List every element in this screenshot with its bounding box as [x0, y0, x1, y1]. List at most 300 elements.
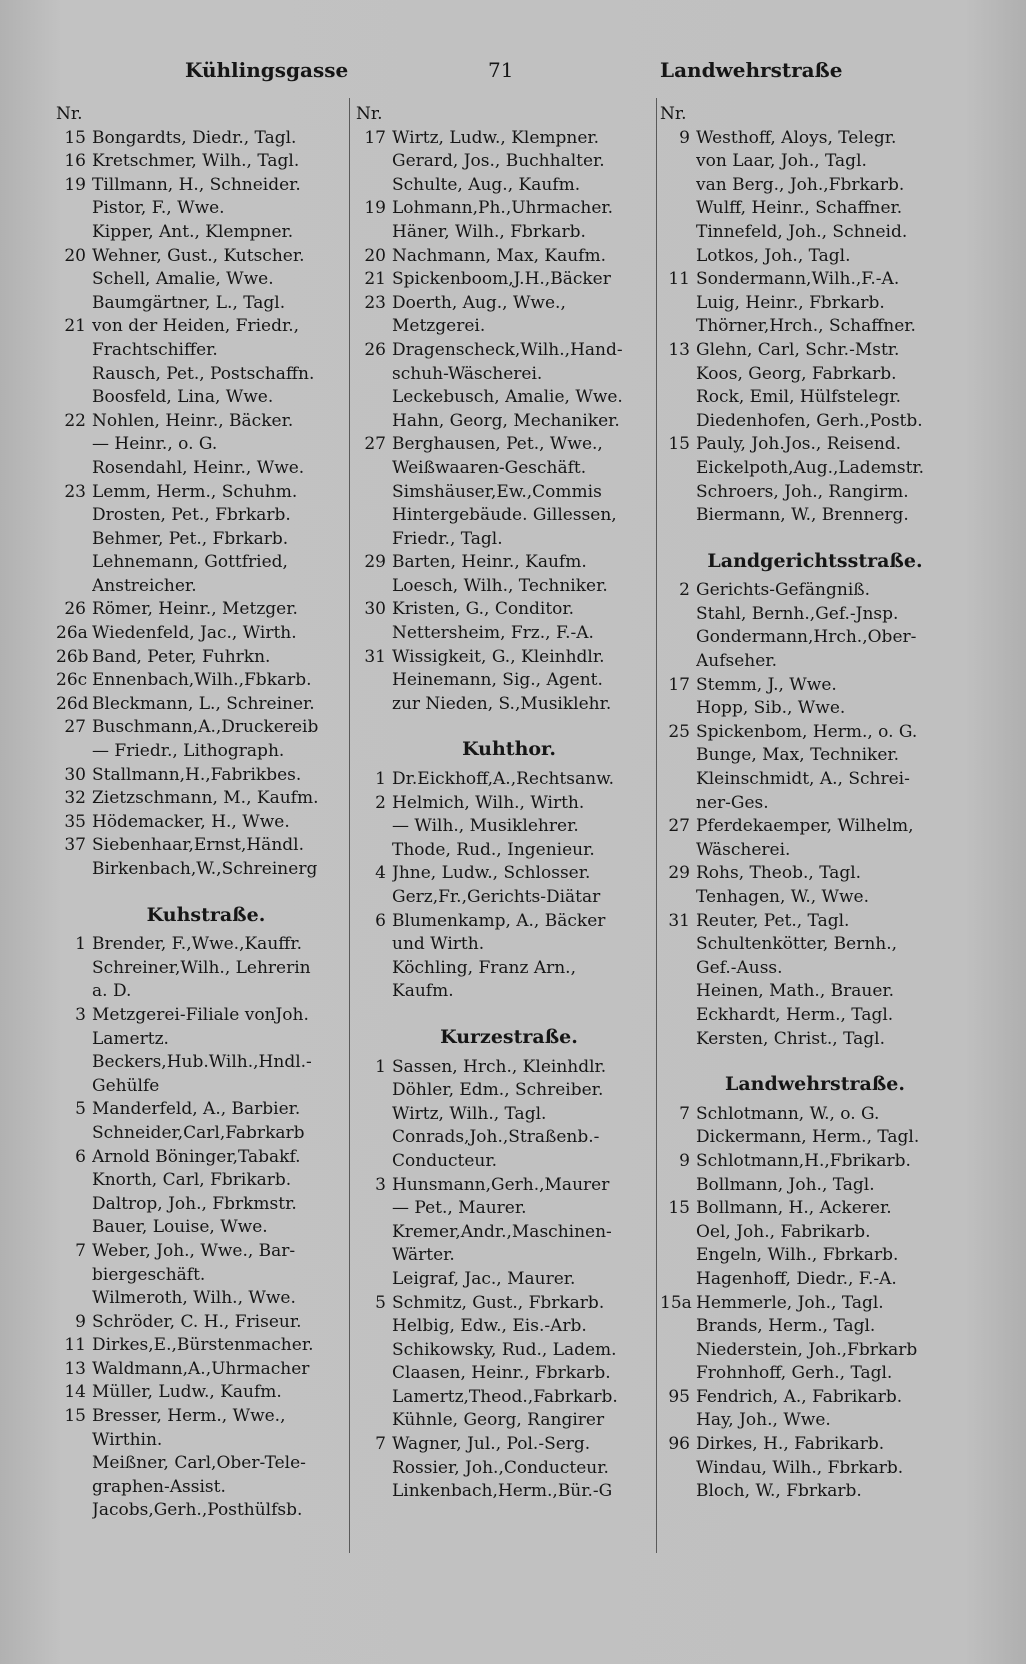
- house-number: [56, 1193, 92, 1217]
- house-number: 2: [679, 580, 690, 601]
- resident-text: Bleckmann, L., Schreiner.: [92, 693, 315, 714]
- directory-entry: [660, 1174, 970, 1198]
- house-number: [56, 1452, 92, 1476]
- directory-entry: [56, 174, 356, 198]
- directory-entry: [660, 1004, 970, 1028]
- resident-text: Brands, Herm., Tagl.: [696, 1316, 876, 1337]
- resident-text: Gerard, Jos., Buchhalter.: [392, 151, 605, 172]
- resident-text: Meißner, Carl,Ober-Tele-: [92, 1453, 306, 1474]
- house-number: 4: [375, 863, 386, 884]
- house-number: [660, 292, 696, 316]
- directory-entry: [56, 811, 356, 835]
- resident-text: Helbig, Edw., Eis.-Arb.: [392, 1316, 587, 1337]
- resident-text: Claasen, Heinr., Fbrkarb.: [392, 1363, 611, 1384]
- directory-entry: [356, 245, 662, 269]
- resident-text: Siebenhaar,Ernst,Händl.: [92, 835, 304, 856]
- house-number: [56, 528, 92, 552]
- house-number: 6: [75, 1146, 86, 1167]
- directory-entry: [56, 787, 356, 811]
- page-number: 71: [488, 58, 514, 82]
- house-number: 96: [668, 1434, 690, 1455]
- resident-text: Dragenscheck,Wilh.,Hand-: [392, 339, 623, 360]
- house-number: [356, 1480, 392, 1504]
- house-number: 29: [668, 863, 690, 884]
- resident-text: Kipper, Ant., Klempner.: [92, 221, 294, 242]
- directory-entry: [660, 721, 970, 745]
- resident-text: Pferdekaemper, Wilhelm,: [696, 816, 914, 837]
- resident-text: Leckebusch, Amalie, Wwe.: [392, 387, 623, 408]
- house-number: [356, 457, 392, 481]
- directory-entry: [660, 245, 970, 269]
- directory-entry: [56, 933, 356, 957]
- directory-entry: [56, 669, 356, 693]
- directory-entry: [356, 1292, 662, 1316]
- house-number: [356, 504, 392, 528]
- resident-text: Berghausen, Pet., Wwe.,: [392, 434, 603, 455]
- resident-text: Hahn, Georg, Mechaniker.: [392, 410, 620, 431]
- house-number: 16: [64, 151, 86, 172]
- resident-text: Stemm, J., Wwe.: [696, 674, 837, 695]
- resident-text: Lohmann,Ph.,Uhrmacher.: [392, 198, 614, 219]
- directory-entry: [56, 363, 356, 387]
- directory-entry: [356, 693, 662, 717]
- house-number: 1: [375, 769, 386, 790]
- directory-entry: [660, 744, 970, 768]
- house-number: [56, 1028, 92, 1052]
- page-header: [0, 58, 1026, 94]
- house-number: [660, 1315, 696, 1339]
- house-number: [660, 315, 696, 339]
- resident-text: Dr.Eickhoff,A.,Rechtsanw.: [392, 769, 615, 790]
- resident-text: Westhoff, Aloys, Telegr.: [696, 127, 897, 148]
- directory-entry: [56, 693, 356, 717]
- house-number: 31: [668, 910, 690, 931]
- directory-entry: [660, 1457, 970, 1481]
- house-number: 13: [64, 1358, 86, 1379]
- directory-entry: [356, 292, 662, 316]
- house-number: 21: [364, 269, 386, 290]
- resident-text: Rohs, Theob., Tagl.: [696, 863, 862, 884]
- directory-entry: [660, 410, 970, 434]
- resident-text: Biermann, W., Brennerg.: [696, 505, 909, 526]
- resident-text: Eickelpoth,Aug.,Lademstr.: [696, 457, 925, 478]
- house-number: [660, 933, 696, 957]
- directory-entry: [356, 1174, 662, 1198]
- resident-text: Waldmann,A.,Uhrmacher: [92, 1358, 310, 1379]
- directory-entry: [356, 174, 662, 198]
- house-number: 3: [75, 1004, 86, 1025]
- resident-text: Nohlen, Heinr., Bäcker.: [92, 410, 294, 431]
- directory-entry: [356, 1386, 662, 1410]
- house-number: 3: [375, 1174, 386, 1195]
- resident-text: Pauly, Joh.Jos., Reisend.: [696, 434, 902, 455]
- house-number: [356, 1103, 392, 1127]
- resident-text: zur Nieden, S.,Musiklehr.: [392, 693, 612, 714]
- directory-entry: [660, 815, 970, 839]
- house-number: [56, 1169, 92, 1193]
- directory-entry: [660, 1197, 970, 1221]
- house-number: 17: [364, 127, 386, 148]
- resident-text: Köchling, Franz Arn.,: [392, 957, 576, 978]
- directory-entry: [56, 834, 356, 858]
- directory-entry: [56, 481, 356, 505]
- resident-text: Ennenbach,Wilh.,Fbkarb.: [92, 670, 312, 691]
- house-number: 26a: [56, 623, 88, 644]
- house-number: [660, 1268, 696, 1292]
- directory-entry: [660, 363, 970, 387]
- directory-entry: [56, 1028, 356, 1052]
- directory-entry: [660, 1480, 970, 1504]
- house-number: [356, 315, 392, 339]
- resident-text: Wissigkeit, G., Kleinhdlr.: [392, 646, 605, 667]
- directory-entry: [660, 839, 970, 863]
- resident-text: Häner, Wilh., Fbrkarb.: [392, 221, 586, 242]
- house-number: [660, 174, 696, 198]
- directory-entry: [660, 386, 970, 410]
- directory-entry: [56, 1381, 356, 1405]
- directory-entry: [660, 1268, 970, 1292]
- house-number: [660, 245, 696, 269]
- directory-entry: [56, 127, 356, 151]
- directory-entry: [660, 910, 970, 934]
- resident-text: Schulte, Aug., Kaufm.: [392, 174, 581, 195]
- resident-text: Kleinschmidt, A., Schrei-: [696, 769, 910, 790]
- house-number: [660, 839, 696, 863]
- directory-entry: [56, 1264, 356, 1288]
- directory-entry: [56, 764, 356, 788]
- resident-text: Müller, Ludw., Kaufm.: [92, 1382, 282, 1403]
- house-number: [660, 1174, 696, 1198]
- resident-text: Birkenbach,W.,Schreinerg: [92, 859, 318, 879]
- resident-text: graphen-Assist.: [92, 1476, 226, 1497]
- directory-entry: [356, 386, 662, 410]
- house-number: 22: [64, 410, 86, 431]
- house-number: 23: [364, 292, 386, 313]
- house-number: [660, 1480, 696, 1504]
- resident-text: Windau, Wilh., Fbrkarb.: [696, 1457, 904, 1478]
- house-number: [356, 1079, 392, 1103]
- house-number: 11: [668, 269, 690, 290]
- directory-entry: [660, 626, 970, 650]
- resident-text: Hintergebäude. Gillessen,: [392, 505, 617, 526]
- directory-entry: [660, 650, 970, 674]
- column-2: [356, 103, 662, 1504]
- house-number: [660, 1362, 696, 1386]
- resident-text: Bollmann, Joh., Tagl.: [696, 1174, 875, 1195]
- resident-text: Buschmann,A.,Druckereib: [92, 717, 319, 738]
- house-number: 27: [64, 717, 86, 738]
- directory-entry: [660, 603, 970, 627]
- directory-entry: [56, 197, 356, 221]
- directory-entry: [356, 910, 662, 934]
- directory-entry: [660, 886, 970, 910]
- house-number: [660, 504, 696, 528]
- house-number: 20: [364, 245, 386, 266]
- directory-entry: [56, 598, 356, 622]
- resident-text: Wagner, Jul., Pol.-Serg.: [392, 1434, 591, 1455]
- house-number: [56, 1476, 92, 1500]
- resident-text: Oel, Joh., Fabrikarb.: [696, 1221, 871, 1242]
- resident-text: Aufseher.: [696, 651, 777, 672]
- resident-text: Blumenkamp, A., Bäcker: [392, 910, 606, 931]
- house-number: [660, 1004, 696, 1028]
- directory-entry: [56, 1098, 356, 1122]
- directory-entry: [56, 528, 356, 552]
- directory-entry: [56, 410, 356, 434]
- resident-text: schuh-Wäscherei.: [392, 363, 543, 384]
- house-number: [660, 1126, 696, 1150]
- house-number: [56, 858, 92, 882]
- house-number: [356, 622, 392, 646]
- resident-text: Schmitz, Gust., Fbrkarb.: [392, 1292, 605, 1313]
- resident-text: ner-Ges.: [696, 792, 769, 813]
- house-number: [356, 1409, 392, 1433]
- directory-entry: [356, 768, 662, 792]
- directory-entry: [56, 457, 356, 481]
- house-number: 26: [364, 339, 386, 360]
- directory-entry: [356, 980, 662, 1004]
- resident-text: Niederstein, Joh.,Fbrkarb: [696, 1339, 918, 1360]
- resident-text: Eckhardt, Herm., Tagl.: [696, 1004, 894, 1025]
- resident-text: Thörner,Hrch., Schaffner.: [696, 316, 916, 337]
- directory-entry: [356, 669, 662, 693]
- resident-text: Arnold Böninger,Tabakf.: [92, 1146, 301, 1167]
- directory-entry: [356, 197, 662, 221]
- directory-entry: [356, 410, 662, 434]
- house-number: [660, 150, 696, 174]
- resident-text: Sassen, Hrch., Kleinhdlr.: [392, 1056, 607, 1077]
- house-number: 26: [64, 599, 86, 620]
- directory-entry: [660, 197, 970, 221]
- house-number: [356, 363, 392, 387]
- resident-text: Pistor, F., Wwe.: [92, 198, 225, 219]
- directory-entry: [356, 839, 662, 863]
- directory-entry: [56, 1169, 356, 1193]
- directory-entry: [56, 339, 356, 363]
- directory-entry: [356, 127, 662, 151]
- directory-entry: [356, 1480, 662, 1504]
- resident-text: Heinemann, Sig., Agent.: [392, 670, 603, 691]
- directory-entry: [660, 268, 970, 292]
- resident-text: Gehülfe: [92, 1075, 160, 1096]
- directory-entry: [660, 315, 970, 339]
- house-number: [356, 528, 392, 552]
- directory-entry: [56, 1051, 356, 1075]
- house-number: 15: [64, 127, 86, 148]
- directory-entry: [56, 980, 356, 1004]
- directory-entry: [356, 886, 662, 910]
- resident-text: Rosendahl, Heinr., Wwe.: [92, 457, 305, 478]
- house-number: [56, 1264, 92, 1288]
- resident-text: Römer, Heinr., Metzger.: [92, 599, 298, 620]
- house-number: [356, 1362, 392, 1386]
- house-number: [356, 410, 392, 434]
- resident-text: Conrads,Joh.,Straßenb.-: [392, 1127, 600, 1148]
- directory-entry: [356, 1315, 662, 1339]
- resident-text: Dickermann, Herm., Tagl.: [696, 1127, 920, 1148]
- directory-entry: [356, 481, 662, 505]
- house-number: 19: [364, 198, 386, 219]
- house-number: [660, 197, 696, 221]
- resident-text: Bollmann, H., Ackerer.: [696, 1198, 892, 1219]
- directory-entry: [660, 174, 970, 198]
- resident-text: Wilmeroth, Wilh., Wwe.: [92, 1288, 296, 1309]
- house-number: 23: [64, 481, 86, 502]
- house-number: 7: [75, 1240, 86, 1261]
- resident-text: Dirkes,E.,Bürstenmacher.: [92, 1335, 314, 1356]
- directory-entry: [660, 1386, 970, 1410]
- resident-text: von Laar, Joh., Tagl.: [696, 151, 867, 172]
- house-number: [660, 1457, 696, 1481]
- house-number: [56, 1122, 92, 1146]
- house-number: 25: [668, 721, 690, 742]
- street-heading: Landwehrstraße.: [725, 1073, 905, 1096]
- house-number: [356, 150, 392, 174]
- column-3: [660, 103, 970, 1504]
- resident-text: Kristen, G., Conditor.: [392, 599, 575, 620]
- resident-text: Frachtschiffer.: [92, 339, 218, 360]
- directory-entry: [660, 1433, 970, 1457]
- directory-entry: [660, 1103, 970, 1127]
- resident-text: Wirthin.: [92, 1429, 163, 1450]
- house-number: 13: [668, 339, 690, 360]
- resident-text: Rossier, Joh.,Conducteur.: [392, 1457, 609, 1478]
- directory-entry: [660, 1150, 970, 1174]
- directory-entry: [356, 268, 662, 292]
- resident-text: Kühnle, Georg, Rangirer: [392, 1410, 605, 1431]
- house-number: [660, 650, 696, 674]
- house-number: 20: [64, 245, 86, 266]
- house-number: [56, 292, 92, 316]
- directory-entry: [660, 504, 970, 528]
- house-number: [356, 1315, 392, 1339]
- house-number: 15: [668, 1198, 690, 1219]
- resident-text: Wulff, Heinr., Schaffner.: [696, 198, 903, 219]
- resident-text: Metzgerei-Filiale vonJoh.: [92, 1004, 309, 1025]
- house-number: [660, 457, 696, 481]
- resident-text: Bauer, Louise, Wwe.: [92, 1217, 268, 1238]
- directory-entry: [660, 980, 970, 1004]
- directory-entry: [356, 646, 662, 670]
- resident-text: — Friedr., Lithograph.: [92, 741, 285, 762]
- house-number: [660, 626, 696, 650]
- directory-entry: [56, 1004, 356, 1028]
- resident-text: Stallmann,H.,Fabrikbes.: [92, 764, 302, 785]
- resident-text: — Wilh., Musiklehrer.: [392, 816, 579, 837]
- house-number: 30: [364, 599, 386, 620]
- directory-entry: [56, 1287, 356, 1311]
- house-number: 27: [364, 434, 386, 455]
- house-number: [660, 744, 696, 768]
- directory-entry: [660, 127, 970, 151]
- directory-entry: [56, 1476, 356, 1500]
- resident-text: van Berg., Joh.,Fbrkarb.: [696, 174, 905, 195]
- directory-entry: [660, 1244, 970, 1268]
- house-number: 35: [64, 811, 86, 832]
- resident-text: Kretschmer, Wilh., Tagl.: [92, 151, 300, 172]
- house-number: [356, 1268, 392, 1292]
- house-number: [56, 1051, 92, 1075]
- directory-entry: [356, 622, 662, 646]
- house-number: [660, 386, 696, 410]
- directory-entry: [56, 1075, 356, 1099]
- directory-entry: [56, 1311, 356, 1335]
- resident-text: Metzgerei.: [392, 316, 486, 337]
- resident-text: Jhne, Ludw., Schlosser.: [392, 863, 591, 884]
- directory-entry: [660, 1362, 970, 1386]
- resident-text: Barten, Heinr., Kaufm.: [392, 552, 587, 573]
- house-number: 32: [64, 788, 86, 809]
- directory-entry: [660, 1028, 970, 1052]
- directory-entry: [356, 1197, 662, 1221]
- resident-text: Daltrop, Joh., Fbrkmstr.: [92, 1193, 297, 1214]
- house-number: 26c: [56, 670, 88, 691]
- directory-entry: [660, 1339, 970, 1363]
- directory-entry: [660, 768, 970, 792]
- resident-text: Wäscherei.: [696, 839, 791, 860]
- resident-text: Helmich, Wilh., Wirth.: [392, 792, 585, 813]
- running-head-left: Kühlingsgasse: [185, 58, 349, 82]
- house-number: [356, 933, 392, 957]
- house-number: [356, 386, 392, 410]
- resident-text: Hopp, Sib., Wwe.: [696, 698, 846, 719]
- resident-text: Zietzschmann, M., Kaufm.: [92, 788, 319, 809]
- resident-text: Gerichts-Gefängniß.: [696, 580, 871, 601]
- resident-text: Schlotmann,H.,Fbrikarb.: [696, 1150, 911, 1171]
- directory-entry: [660, 579, 970, 603]
- resident-text: Tinnefeld, Joh., Schneid.: [696, 221, 908, 242]
- resident-text: Fendrich, A., Fabrikarb.: [696, 1386, 903, 1407]
- house-number: 15: [64, 1406, 86, 1427]
- house-number: [660, 1221, 696, 1245]
- resident-text: Tenhagen, W., Wwe.: [696, 887, 870, 907]
- resident-text: a. D.: [92, 981, 132, 1002]
- resident-text: — Pet., Maurer.: [392, 1198, 527, 1219]
- house-number: [660, 481, 696, 505]
- house-number: 26b: [56, 646, 89, 667]
- street-heading: Landgerichtsstraße.: [707, 549, 923, 572]
- directory-entry: [56, 1358, 356, 1382]
- resident-text: Schlotmann, W., o. G.: [696, 1103, 880, 1124]
- resident-text: Diedenhofen, Gerh.,Postb.: [696, 410, 923, 431]
- resident-text: Hemmerle, Joh., Tagl.: [696, 1292, 884, 1313]
- resident-text: Thode, Rud., Ingenieur.: [392, 839, 595, 860]
- directory-entry: [356, 150, 662, 174]
- directory-entry: [660, 862, 970, 886]
- directory-entry: [56, 575, 356, 599]
- directory-entry: [356, 1362, 662, 1386]
- directory-entry: [356, 221, 662, 245]
- house-number: 6: [375, 910, 386, 931]
- resident-text: Hödemacker, H., Wwe.: [92, 811, 290, 832]
- resident-text: Tillmann, H., Schneider.: [92, 174, 301, 195]
- resident-text: Gerz,Fr.,Gerichts-Diätar: [392, 887, 601, 907]
- directory-entry: [56, 1429, 356, 1453]
- directory-entry: [56, 1499, 356, 1523]
- directory-entry: [356, 528, 662, 552]
- directory-entry: [660, 1126, 970, 1150]
- directory-entry: [356, 339, 662, 363]
- resident-text: Gef.-Auss.: [696, 957, 783, 978]
- house-number: [660, 1244, 696, 1268]
- house-number: [660, 768, 696, 792]
- directory-entry: [356, 315, 662, 339]
- resident-text: Hay, Joh., Wwe.: [696, 1410, 831, 1431]
- directory-entry: [56, 433, 356, 457]
- directory-entry: [356, 1126, 662, 1150]
- house-number: [56, 268, 92, 292]
- resident-text: Sondermann,Wilh.,F.-A.: [696, 269, 900, 290]
